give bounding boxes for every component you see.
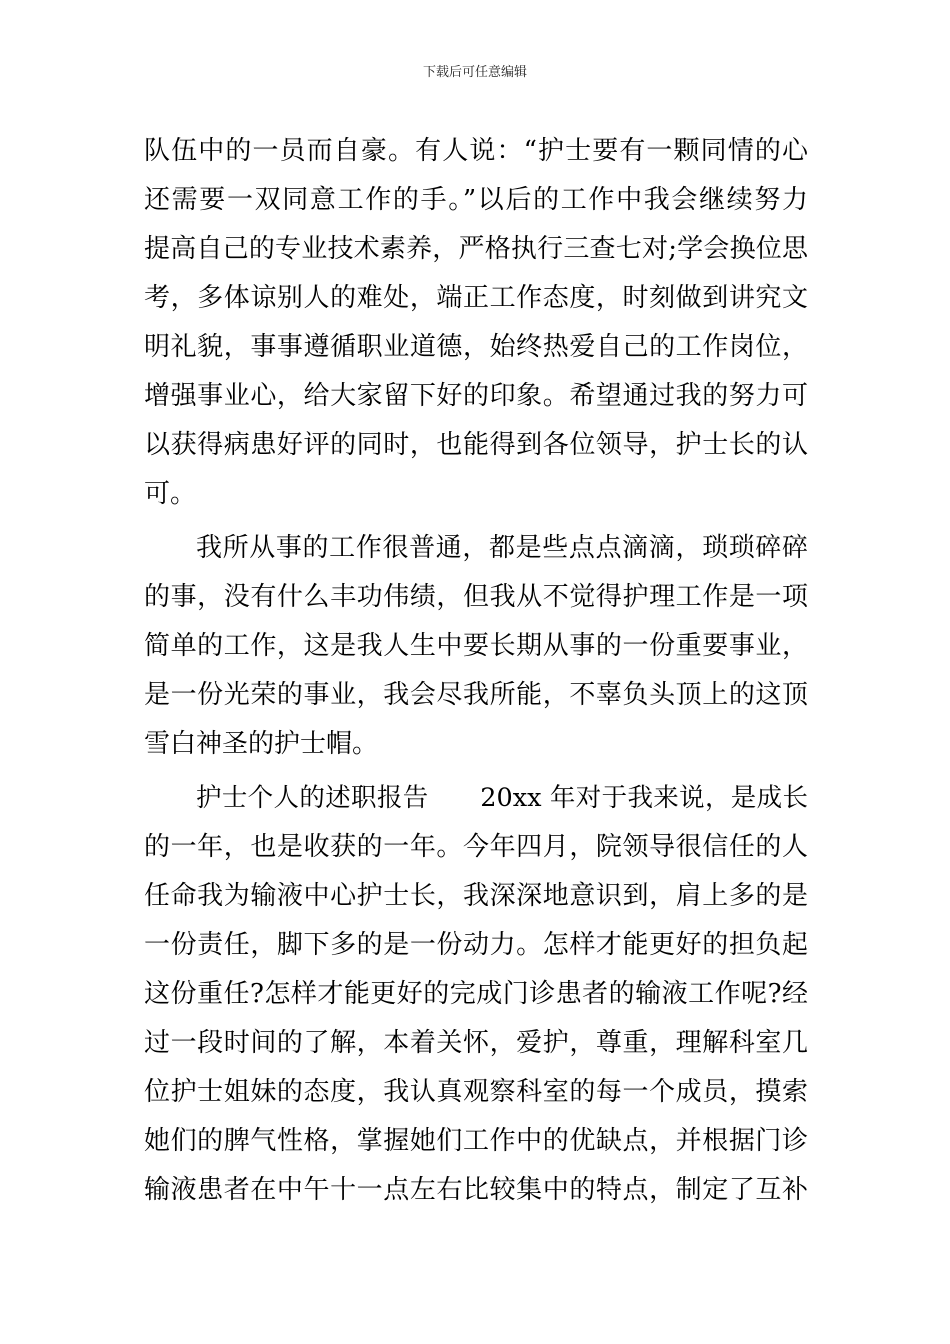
text-line: 的事，没有什么丰功伟绩，但我从不觉得护理工作是一项	[144, 582, 808, 612]
text-line: 可。	[144, 479, 197, 509]
text-line: 考，多体谅别人的难处，端正工作态度，时刻做到讲究文	[144, 283, 808, 313]
text-line: 位护士姐妹的态度，我认真观察科室的每一个成员，摸索	[144, 1077, 808, 1107]
text-line: 这份重任?怎样才能更好的完成门诊患者的输液工作呢?经	[144, 979, 808, 1009]
text-line: 的一年，也是收获的一年。今年四月，院领导很信任的人	[144, 832, 808, 862]
text-line: 她们的脾气性格，掌握她们工作中的优缺点，并根据门诊	[144, 1126, 808, 1156]
text-line: 雪白神圣的护士帽。	[144, 729, 379, 759]
text-line: 我所从事的工作很普通，都是些点点滴滴，琐琐碎碎	[196, 533, 808, 563]
text-line: 增强事业心，给大家留下好的印象。希望通过我的努力可	[144, 381, 808, 411]
text-line: 任命我为输液中心护士长，我深深地意识到，肩上多的是	[144, 881, 808, 911]
text-line: 队伍中的一员而自豪。有人说：“护士要有一颗同情的心	[144, 136, 808, 166]
text-line: 输液患者在中午十一点左右比较集中的特点，制定了互补	[144, 1175, 808, 1205]
text-line: 护士个人的述职报告 20xx 年对于我来说，是成长	[196, 783, 808, 813]
text-line: 一份责任，脚下多的是一份动力。怎样才能更好的担负起	[144, 930, 808, 960]
text-line: 简单的工作，这是我人生中要长期从事的一份重要事业，	[144, 631, 808, 661]
text-line: 还需要一双同意工作的手。”以后的工作中我会继续努力	[144, 185, 808, 215]
text-line: 是一份光荣的事业，我会尽我所能，不辜负头顶上的这顶	[144, 680, 808, 710]
text-line: 过一段时间的了解，本着关怀，爱护，尊重，理解科室几	[144, 1028, 808, 1058]
text-line: 以获得病患好评的同时，也能得到各位领导，护士长的认	[144, 430, 808, 460]
text-line: 明礼貌，事事遵循职业道德，始终热爱自己的工作岗位，	[144, 332, 808, 362]
page-header: 下载后可任意编辑	[422, 65, 527, 80]
text-line: 提高自己的专业技术素养，严格执行三查七对;学会换位思	[144, 234, 808, 264]
